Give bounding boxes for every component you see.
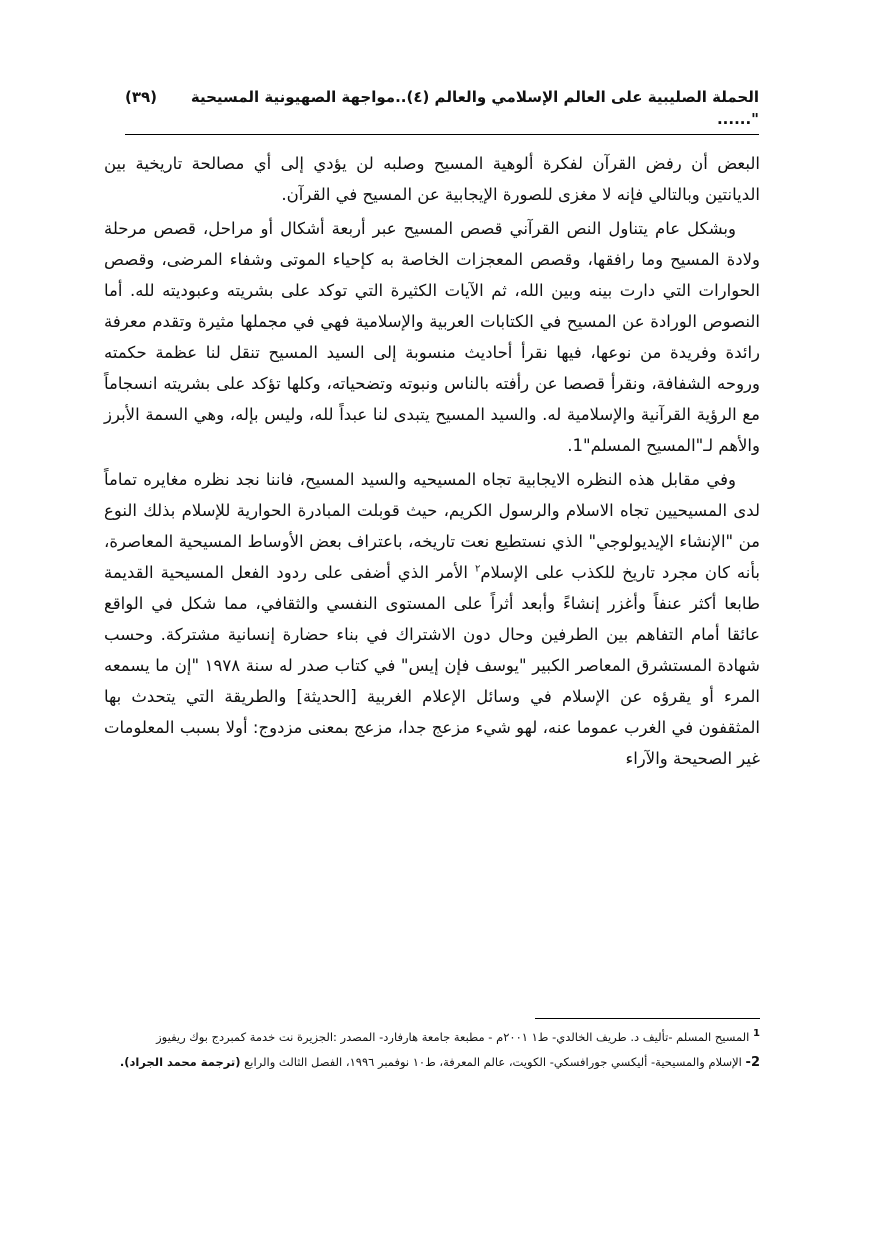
- paragraph-2: وبشكل عام يتناول النص القرآني قصص المسيح عبر أربعة أشكال أو مراحل، قصص مرحلة ولادة المسيح وما رافقها، وقصص المعجزات الخاصة به كإحياء الموتى وشفاء المرضى، وقصص الحوارات التي دارت بينه وبين الله، ثم الآيات الكثيرة التي توكد على بشريته وعبوديته لله. أما النصوص الورادة عن المسيح في الكتابات العربية والإسلامية فهي في مجملها مثيرة وتقدم معرفة رائدة وفريدة من نوعها، فيها نقرأ أحاديث منسوبة إلى السيد المسيح تنقل لنا عظمة حكمته وروحه الشفافة، ونقرأ قصصا عن رأفته بالناس ونبوته وتضحياته، وكلها تؤكد على بشريته انسجاماً مع الرؤية القرآنية والإسلامية له. والسيد المسيح يتبدى لنا عبداً لله، وليس بإله، وهي السمة الأبرز والأهم لـ"المسيح المسلم"1.: [104, 219, 760, 455]
- footnote-1-text: المسيح المسلم -تأليف د. طريف الخالدي- ط١ ٢٠٠١م - مطبعة جامعة هارفارد- المصدر :الجزيرة نت خدمة كمبردج بوك ريفيوز: [156, 1030, 750, 1044]
- footnote-1-marker: 1: [753, 1028, 760, 1040]
- page-header: [125, 86, 759, 135]
- footnote-1: [104, 1026, 760, 1048]
- paragraph-3-part-a: وفي مقابل هذه النظره الايجابية تجاه المسيحيه والسيد المسيح، فاننا نجد نظره مغايره تماماً لدى المسيحيين تجاه الاسلام والرسول الكريم، حيث قوبلت المبادرة الحوارية للإسلام بذلك النوع من "الإنشاء الإيديولوجي" الذي نستطيع نعت تاريخه، باعتراف بعض الأوساط المسيحية المعاصرة، بأنه كان مجرد تاريخ للكذب على الإسلام: [104, 470, 760, 582]
- footnotes: [104, 1026, 760, 1077]
- main-text: [104, 148, 760, 777]
- footnote-2: [104, 1051, 760, 1074]
- running-title: الحملة الصليبية على العالم الإسلامي والعالم (٤)..مواجهة الصهيونية المسيحية "......: [190, 88, 759, 128]
- footnote-2-marker: 2-: [745, 1055, 760, 1070]
- footnote-2-translator: (ترجمة محمد الجراد).: [119, 1055, 241, 1069]
- footnote-separator: [535, 1018, 760, 1019]
- paragraph-1: البعض أن رفض القرآن لفكرة ألوهية المسيح وصلبه لن يؤدي إلى أي مصالحة تاريخية بين الديانتين وبالتالي فإنه لا مغزى للصورة الإيجابية عن المسيح في القرآن.: [104, 154, 760, 204]
- footnote-2-text: الإسلام والمسيحية- أليكسي جورافسكي- الكويت، عالم المعرفة، ط١٠ نوفمبر ١٩٩٦، الفصل الثالث والرابع: [240, 1055, 742, 1069]
- footnote-ref-2[interactable]: ٢: [474, 563, 481, 575]
- paragraph-3-part-b: الأمر الذي أضفى على ردود الفعل المسيحية القديمة طابعا أكثر عنفاً وأغزر إنشاءً وأبعد أثراً على المستوى النفسي والثقافي، مما شكل في الواقع عائقا أمام التفاهم بين الطرفين وحال دون الاشتراك في بناء حضارة إنسانية مشتركة. وحسب شهادة المستشرق المعاصر الكبير "يوسف فإن إيس" في كتاب صدر له سنة ١٩٧٨ "إن ما يسمعه المرء أو يقرؤه عن الإسلام في وسائل الإعلام الغربية [الحديثة] والطريقة التي يتحدث بها المثقفون في الغرب عموما عنه، لهو شيء مزعج جدا، مزعج بمعنى مزدوج: أولا بسبب المعلومات غير الصحيحة والآراء: [104, 563, 760, 768]
- paragraph-3: [104, 464, 760, 774]
- page-number: (٣٩): [125, 88, 158, 106]
